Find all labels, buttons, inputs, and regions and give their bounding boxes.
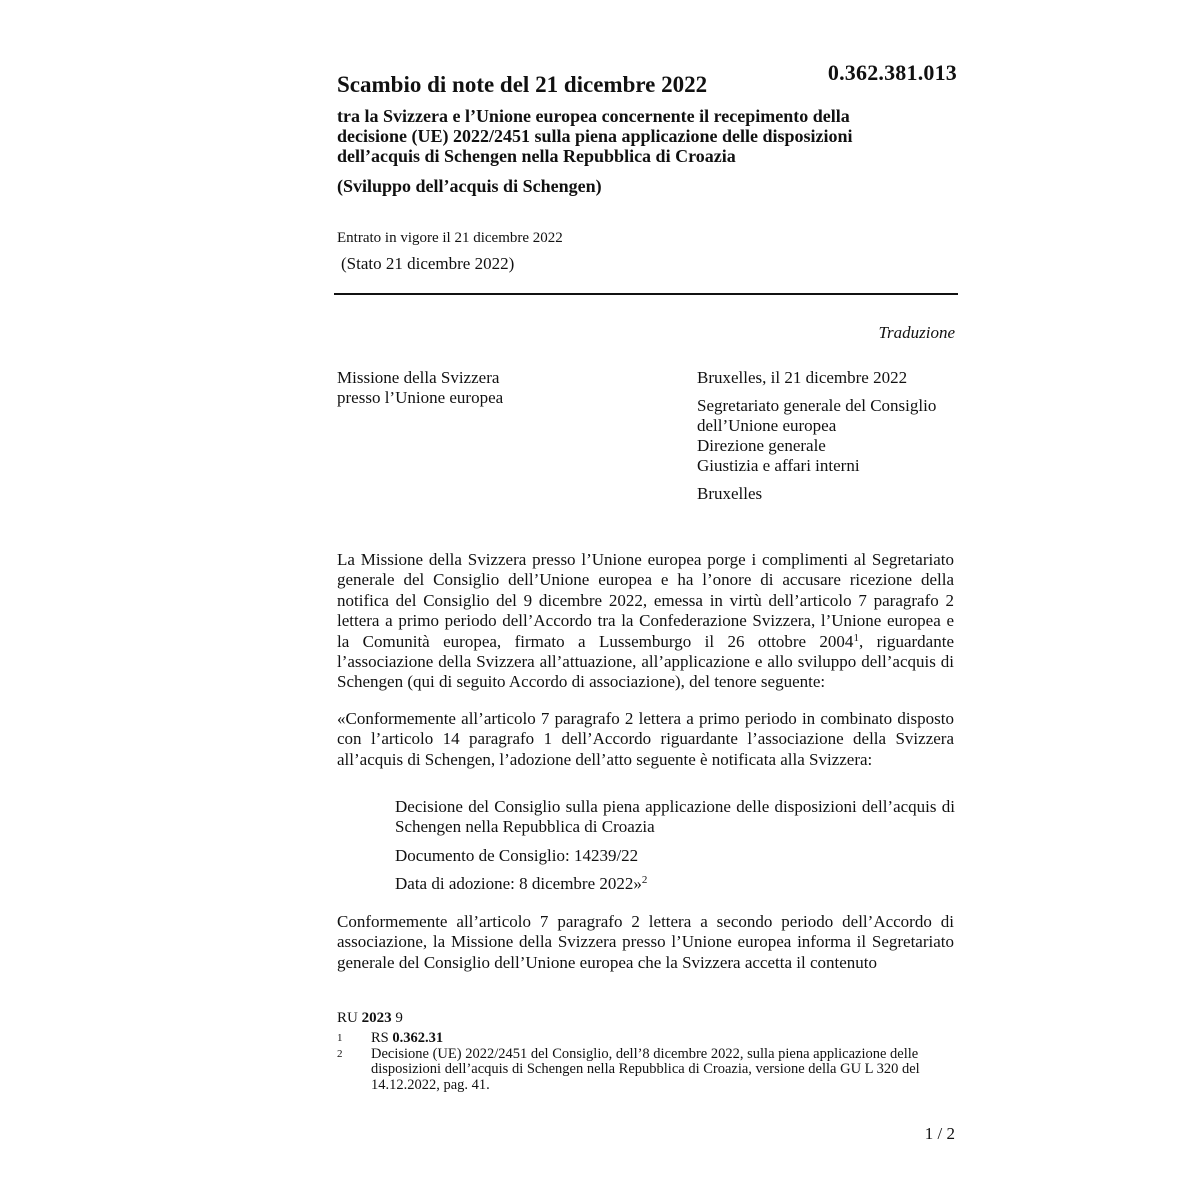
body-paragraph-3: Conformemente all’articolo 7 paragrafo 2 lettera a secondo periodo dell’Accordo di associazione, la Missione della Svizzera presso l’Unione europea informa il Segretariato generale del Consiglio dell’Unione europea che la Svizzera accetta il contenuto xyxy=(337,912,954,972)
document-title: Scambio di note del 21 dicembre 2022 xyxy=(337,72,708,97)
quote-item: Decisione del Consiglio sulla piena applicazione delle disposizioni dell’acquis di Schengen nella Repubblica di Croazia xyxy=(395,797,955,837)
recipient-line: dell’Unione europea xyxy=(697,416,837,435)
recipient-line: Segretariato generale del Consiglio xyxy=(697,396,937,415)
translation-note: Traduzione xyxy=(878,323,955,342)
recipient-line: Giustizia e affari interni xyxy=(697,456,860,475)
header-divider xyxy=(334,293,958,295)
footnote-ref-1[interactable]: 1 xyxy=(853,631,859,644)
quoted-notification xyxy=(395,797,955,895)
official-compilation-ref xyxy=(337,1010,403,1027)
sender-block xyxy=(337,368,637,408)
footnote-number: 1 xyxy=(337,1032,343,1044)
ru-year: 2023 xyxy=(361,1010,392,1026)
entry-into-force: Entrato in vigore il 21 dicembre 2022 xyxy=(337,230,563,246)
footnote-ref-2[interactable]: 2 xyxy=(641,874,648,887)
subtitle-line: tra la Svizzera e l’Unione europea concernente il recepimento della xyxy=(337,106,850,126)
recipient-block xyxy=(697,368,967,504)
quote-item-text: Data di adozione: 8 dicembre 2022» xyxy=(395,874,642,894)
document-number: 0.362.381.013 xyxy=(827,60,957,85)
sender-line: presso l’Unione europea xyxy=(337,388,504,407)
body-paragraph-1 xyxy=(337,550,954,693)
footnote-2 xyxy=(337,1047,957,1094)
recipient-line: Direzione generale xyxy=(697,436,826,455)
footnote-prefix: RS xyxy=(371,1030,389,1046)
footnote-1 xyxy=(337,1031,957,1047)
footnote-text xyxy=(371,1031,957,1047)
footnote-text: Decisione (UE) 2022/2451 del Consiglio, dell’8 dicembre 2022, sulla piena applicazione delle disposizioni dell’acquis di Schengen nella Repubblica di Croazia, versione della GU L 320 del 14.12.2022, pag. 41. xyxy=(371,1045,920,1093)
page-number: 1 / 2 xyxy=(924,1124,955,1143)
footnotes xyxy=(337,1031,957,1093)
document-subtitle xyxy=(337,106,957,166)
body-paragraph-2: «Conformemente all’articolo 7 paragrafo 2 lettera a primo periodo in combinato disposto con l’articolo 14 paragrafo 1 dell’Accordo riguardante l’associazione della Svizzera all’acquis di Schengen, l’adozione dell’atto seguente è notificata alla Svizzera: xyxy=(337,709,954,769)
subtitle-line: decisione (UE) 2022/2451 sulla piena applicazione delle disposizioni xyxy=(337,126,853,146)
status-date: (Stato 21 dicembre 2022) xyxy=(341,254,515,273)
footnote-number: 2 xyxy=(337,1047,343,1060)
sender-line: Missione della Svizzera xyxy=(337,368,500,387)
quote-item: Documento de Consiglio: 14239/22 xyxy=(395,845,639,865)
paragraph-text: , riguardante l’associazione della Svizzera all’attuazione, all’applicazione e allo sviluppo dell’acquis di Schengen (qui di seguito Accordo di associazione), del tenore seguente: xyxy=(337,631,954,692)
place-date: Bruxelles, il 21 dicembre 2022 xyxy=(697,368,908,387)
ru-prefix: RU xyxy=(337,1010,358,1026)
subtitle-line: dell’acquis di Schengen nella Repubblica di Croazia xyxy=(337,146,736,166)
ru-number: 9 xyxy=(395,1010,403,1026)
recipient-city: Bruxelles xyxy=(697,484,763,503)
document-subtitle-secondary: (Sviluppo dell’acquis di Schengen) xyxy=(337,176,602,196)
quote-item xyxy=(395,874,955,894)
footnote-sr-number[interactable]: 0.362.31 xyxy=(392,1030,444,1046)
paragraph-text: La Missione della Svizzera presso l’Unione europea porge i complimenti al Segretariato generale del Consiglio dell’Unione europea e ha l’onore di accusare ricezione della notifica del Consiglio del 9 dicembre 2022, emessa in virtù dell’articolo 7 paragrafo 2 lettera a primo periodo dell’Accordo tra la Confederazione Svizzera, l’Unione europea e la Comunità europea, firmato a Lussemburgo il 26 ottobre 2004 xyxy=(337,550,954,651)
